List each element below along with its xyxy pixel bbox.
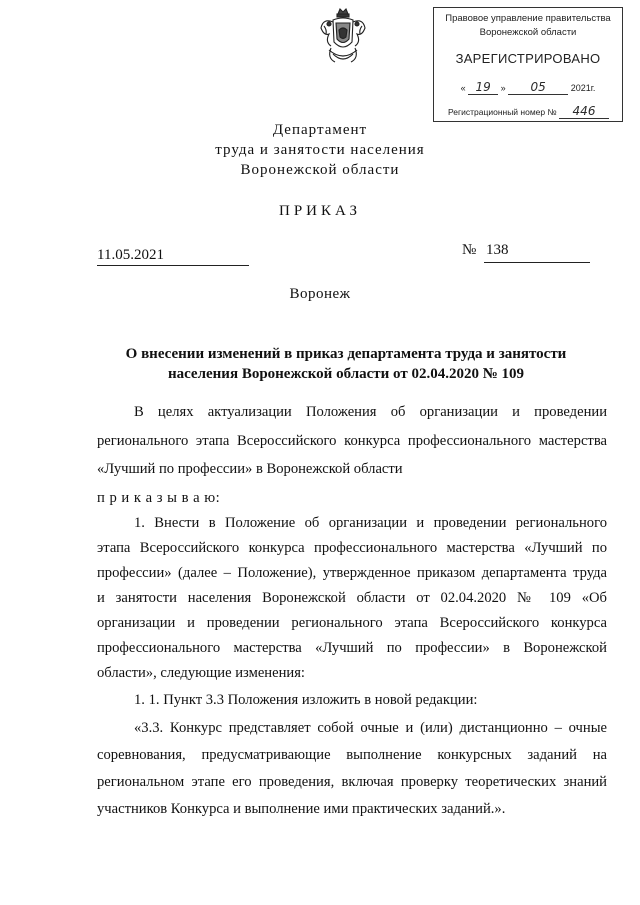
body-line-15: региональном этапе его проведения, включая проверку теоретических знаний	[97, 774, 607, 790]
stamp-date-row: « 19 » 05 2021г.	[460, 80, 596, 94]
body-line-3: «Лучший по профессии» в Воронежской области	[97, 461, 403, 477]
stamp-registered-label: ЗАРЕГИСТРИРОВАНО	[455, 51, 601, 66]
dept-name-line3: Воронежской области	[240, 162, 400, 178]
body-line-11: области», следующие изменения:	[97, 665, 305, 681]
order-title	[96, 344, 596, 384]
stamp-org-line1: Правовое управление правительства	[445, 13, 611, 24]
city-name: Воронеж	[289, 286, 351, 302]
stamp-date-day: 19	[468, 80, 498, 95]
body-line-5: 1. Внести в Положение об организации и проведении регионального	[134, 515, 607, 531]
body-line-10: профессионального мастерства «Лучший по профессии» в Воронежской	[97, 640, 607, 656]
dept-name-line2: труда и занятости населения	[215, 142, 425, 158]
order-title-line1: О внесении изменений в приказ департамента труда и занятости	[125, 346, 567, 362]
stamp-reg-row	[448, 104, 622, 119]
dept-name-line1: Департамент	[272, 122, 368, 138]
order-number-label: №	[462, 242, 477, 258]
stamp-org-line2: Воронежской области	[479, 27, 577, 38]
body-line-2: регионального этапа Всероссийского конкурса профессионального мастерства	[97, 433, 607, 449]
body-line-6: этапа Всероссийского конкурса профессионального мастерства «Лучший по	[97, 540, 607, 556]
stamp-date-month: 05	[508, 80, 568, 95]
order-number-underline	[484, 262, 590, 263]
stamp-year-suffix: г.	[590, 83, 596, 93]
body-line-8: и занятости населения Воронежской области от 02.04.2020 № 109 «Об	[97, 590, 607, 606]
order-number: 138	[486, 242, 509, 258]
stamp-reg-number: 446	[559, 104, 609, 119]
body-line-1: В целях актуализации Положения об организации и проведении	[134, 404, 607, 420]
doc-type-title: ПРИКАЗ	[279, 203, 361, 219]
order-title-line2: населения Воронежской области от 02.04.2020 № 109	[167, 366, 525, 382]
body-line-7: профессии» (далее – Положение), утвержденное приказом департамента труда	[97, 565, 607, 581]
body-line-prikazyvayu: п р и к а з ы в а ю:	[97, 490, 221, 506]
body-line-14: соревнования, предусматривающие выполнение конкурсных заданий на	[97, 747, 607, 763]
body-line-13: «3.3. Конкурс представляет собой очные и (или) дистанционно – очные	[134, 720, 607, 736]
order-date: 11.05.2021	[97, 247, 249, 266]
body-line-16: участников Конкурса и выполнение ими практических заданий.».	[97, 801, 506, 817]
body-line-12: 1. 1. Пункт 3.3 Положения изложить в новой редакции:	[134, 692, 478, 708]
registration-stamp	[433, 7, 623, 122]
stamp-date-year: 2021	[570, 83, 591, 93]
stamp-reg-label: Регистрационный номер №	[448, 107, 557, 117]
body-line-9: организации и проведении регионального этапа Всероссийского конкурса	[97, 615, 607, 631]
coat-of-arms-emblem	[317, 6, 369, 68]
